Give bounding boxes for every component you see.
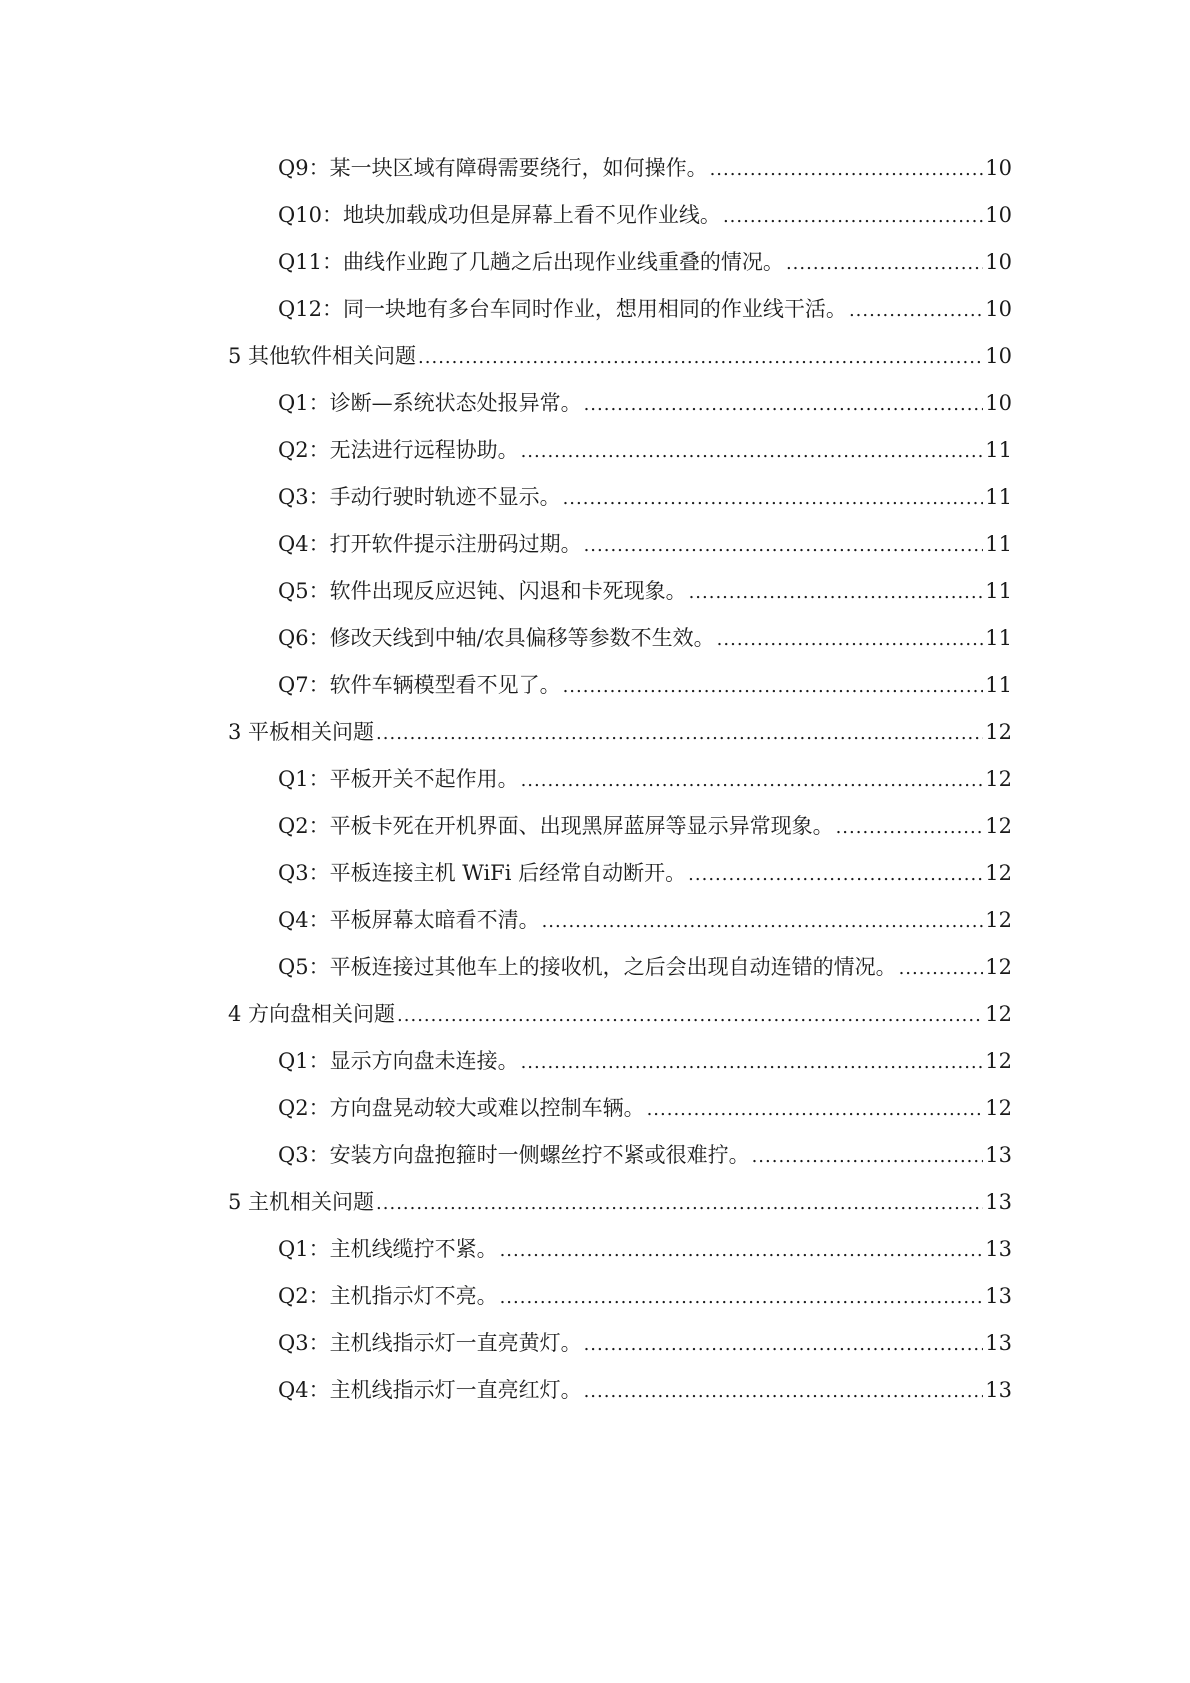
toc-question-entry[interactable] bbox=[0, 615, 1190, 662]
toc-question-entry[interactable] bbox=[0, 145, 1190, 192]
toc-entry-title: Q1：显示方向盘未连接。 bbox=[278, 1048, 519, 1073]
toc-section-entry[interactable] bbox=[0, 333, 1190, 380]
toc-question-entry[interactable] bbox=[0, 1367, 1190, 1414]
toc-leader-dots bbox=[786, 249, 983, 279]
toc-leader-dots bbox=[563, 484, 984, 514]
toc-leader-dots bbox=[563, 672, 984, 702]
toc-entry-title: Q3：平板连接主机 WiFi 后经常自动断开。 bbox=[278, 860, 687, 885]
toc-leader-dots bbox=[376, 1189, 983, 1219]
toc-question-entry[interactable] bbox=[0, 756, 1190, 803]
toc-entry-title: Q1：主机线缆拧不紧。 bbox=[278, 1236, 498, 1261]
toc-question-entry[interactable] bbox=[0, 1273, 1190, 1320]
toc-entry-title: Q11：曲线作业跑了几趟之后出现作业线重叠的情况。 bbox=[278, 249, 784, 274]
toc-entry-page: 12 bbox=[985, 1095, 1012, 1120]
toc-question-entry[interactable] bbox=[0, 521, 1190, 568]
toc-leader-dots bbox=[397, 1001, 983, 1031]
toc-entry-title: Q7：软件车辆模型看不见了。 bbox=[278, 672, 561, 697]
toc-entry-page: 13 bbox=[985, 1283, 1012, 1308]
toc-entry-title: Q2：主机指示灯不亮。 bbox=[278, 1283, 498, 1308]
toc-leader-dots bbox=[500, 1236, 984, 1266]
toc-leader-dots bbox=[688, 860, 983, 890]
toc-entry-page: 12 bbox=[985, 954, 1012, 979]
toc-leader-dots bbox=[647, 1095, 984, 1125]
toc-entry-page: 12 bbox=[985, 860, 1012, 885]
toc-question-entry[interactable] bbox=[0, 474, 1190, 521]
toc-entry-title: Q5：平板连接过其他车上的接收机，之后会出现自动连错的情况。 bbox=[278, 954, 897, 979]
toc-entry-page: 11 bbox=[985, 484, 1012, 509]
toc-entry-page: 13 bbox=[985, 1189, 1012, 1214]
toc-leader-dots bbox=[836, 813, 984, 843]
toc-leader-dots bbox=[752, 1142, 984, 1172]
toc-entry-page: 13 bbox=[985, 1330, 1012, 1355]
toc-entry-title: 4 方向盘相关问题 bbox=[228, 1001, 396, 1026]
toc-leader-dots bbox=[542, 907, 984, 937]
table-of-contents bbox=[0, 145, 1190, 1414]
toc-leader-dots bbox=[376, 719, 983, 749]
toc-entry-title: Q2：平板卡死在开机界面、出现黑屏蓝屏等显示异常现象。 bbox=[278, 813, 834, 838]
toc-leader-dots bbox=[689, 578, 984, 608]
toc-question-entry[interactable] bbox=[0, 1085, 1190, 1132]
toc-entry-page: 10 bbox=[985, 155, 1012, 180]
toc-entry-page: 11 bbox=[985, 437, 1012, 462]
toc-leader-dots bbox=[521, 437, 984, 467]
toc-question-entry[interactable] bbox=[0, 803, 1190, 850]
toc-section-entry[interactable] bbox=[0, 709, 1190, 756]
toc-entry-title: Q5：软件出现反应迟钝、闪退和卡死现象。 bbox=[278, 578, 687, 603]
toc-leader-dots bbox=[521, 766, 984, 796]
toc-entry-title: Q3：手动行驶时轨迹不显示。 bbox=[278, 484, 561, 509]
toc-entry-page: 11 bbox=[985, 531, 1012, 556]
toc-entry-page: 10 bbox=[985, 296, 1012, 321]
toc-leader-dots bbox=[418, 343, 983, 373]
toc-question-entry[interactable] bbox=[0, 286, 1190, 333]
toc-entry-title: Q4：平板屏幕太暗看不清。 bbox=[278, 907, 540, 932]
toc-entry-page: 12 bbox=[985, 1001, 1012, 1026]
toc-leader-dots bbox=[723, 202, 983, 232]
toc-question-entry[interactable] bbox=[0, 239, 1190, 286]
toc-entry-page: 10 bbox=[985, 390, 1012, 415]
toc-entry-page: 12 bbox=[985, 813, 1012, 838]
toc-entry-page: 12 bbox=[985, 766, 1012, 791]
toc-question-entry[interactable] bbox=[0, 380, 1190, 427]
toc-entry-page: 10 bbox=[985, 343, 1012, 368]
toc-entry-title: 5 其他软件相关问题 bbox=[228, 343, 417, 368]
toc-leader-dots bbox=[710, 155, 984, 185]
toc-question-entry[interactable] bbox=[0, 192, 1190, 239]
toc-entry-title: Q1：诊断—系统状态处报异常。 bbox=[278, 390, 582, 415]
toc-entry-page: 10 bbox=[985, 202, 1012, 227]
toc-entry-title: 5 主机相关问题 bbox=[228, 1189, 375, 1214]
toc-entry-page: 10 bbox=[985, 249, 1012, 274]
toc-leader-dots bbox=[584, 1377, 984, 1407]
toc-entry-title: Q3：安装方向盘抱箍时一侧螺丝拧不紧或很难拧。 bbox=[278, 1142, 750, 1167]
toc-leader-dots bbox=[584, 531, 984, 561]
toc-leader-dots bbox=[500, 1283, 984, 1313]
toc-question-entry[interactable] bbox=[0, 1038, 1190, 1085]
toc-entry-title: Q4：主机线指示灯一直亮红灯。 bbox=[278, 1377, 582, 1402]
toc-entry-title: Q3：主机线指示灯一直亮黄灯。 bbox=[278, 1330, 582, 1355]
toc-entry-page: 11 bbox=[985, 672, 1012, 697]
toc-leader-dots bbox=[584, 390, 984, 420]
toc-entry-title: Q2：无法进行远程协助。 bbox=[278, 437, 519, 462]
toc-section-entry[interactable] bbox=[0, 1179, 1190, 1226]
toc-entry-page: 12 bbox=[985, 1048, 1012, 1073]
toc-leader-dots bbox=[584, 1330, 984, 1360]
toc-entry-page: 11 bbox=[985, 625, 1012, 650]
toc-section-entry[interactable] bbox=[0, 991, 1190, 1038]
toc-entry-page: 12 bbox=[985, 907, 1012, 932]
toc-question-entry[interactable] bbox=[0, 944, 1190, 991]
toc-entry-page: 11 bbox=[985, 578, 1012, 603]
toc-leader-dots bbox=[717, 625, 984, 655]
toc-question-entry[interactable] bbox=[0, 662, 1190, 709]
toc-entry-title: Q1：平板开关不起作用。 bbox=[278, 766, 519, 791]
toc-entry-page: 13 bbox=[985, 1377, 1012, 1402]
toc-leader-dots bbox=[849, 296, 983, 326]
toc-entry-title: Q9：某一块区域有障碍需要绕行，如何操作。 bbox=[278, 155, 708, 180]
toc-question-entry[interactable] bbox=[0, 850, 1190, 897]
toc-entry-title: Q4：打开软件提示注册码过期。 bbox=[278, 531, 582, 556]
toc-entry-title: Q10：地块加载成功但是屏幕上看不见作业线。 bbox=[278, 202, 721, 227]
toc-question-entry[interactable] bbox=[0, 568, 1190, 615]
toc-entry-title: Q6：修改天线到中轴/农具偏移等参数不生效。 bbox=[278, 625, 715, 650]
toc-question-entry[interactable] bbox=[0, 897, 1190, 944]
toc-entry-title: Q12：同一块地有多台车同时作业，想用相同的作业线干活。 bbox=[278, 296, 847, 321]
toc-question-entry[interactable] bbox=[0, 1320, 1190, 1367]
toc-leader-dots bbox=[899, 954, 984, 984]
toc-leader-dots bbox=[521, 1048, 984, 1078]
toc-question-entry[interactable] bbox=[0, 427, 1190, 474]
toc-entry-page: 13 bbox=[985, 1142, 1012, 1167]
toc-question-entry[interactable] bbox=[0, 1132, 1190, 1179]
toc-entry-title: Q2：方向盘晃动较大或难以控制车辆。 bbox=[278, 1095, 645, 1120]
toc-entry-page: 13 bbox=[985, 1236, 1012, 1261]
toc-entry-title: 3 平板相关问题 bbox=[228, 719, 375, 744]
toc-question-entry[interactable] bbox=[0, 1226, 1190, 1273]
toc-entry-page: 12 bbox=[985, 719, 1012, 744]
